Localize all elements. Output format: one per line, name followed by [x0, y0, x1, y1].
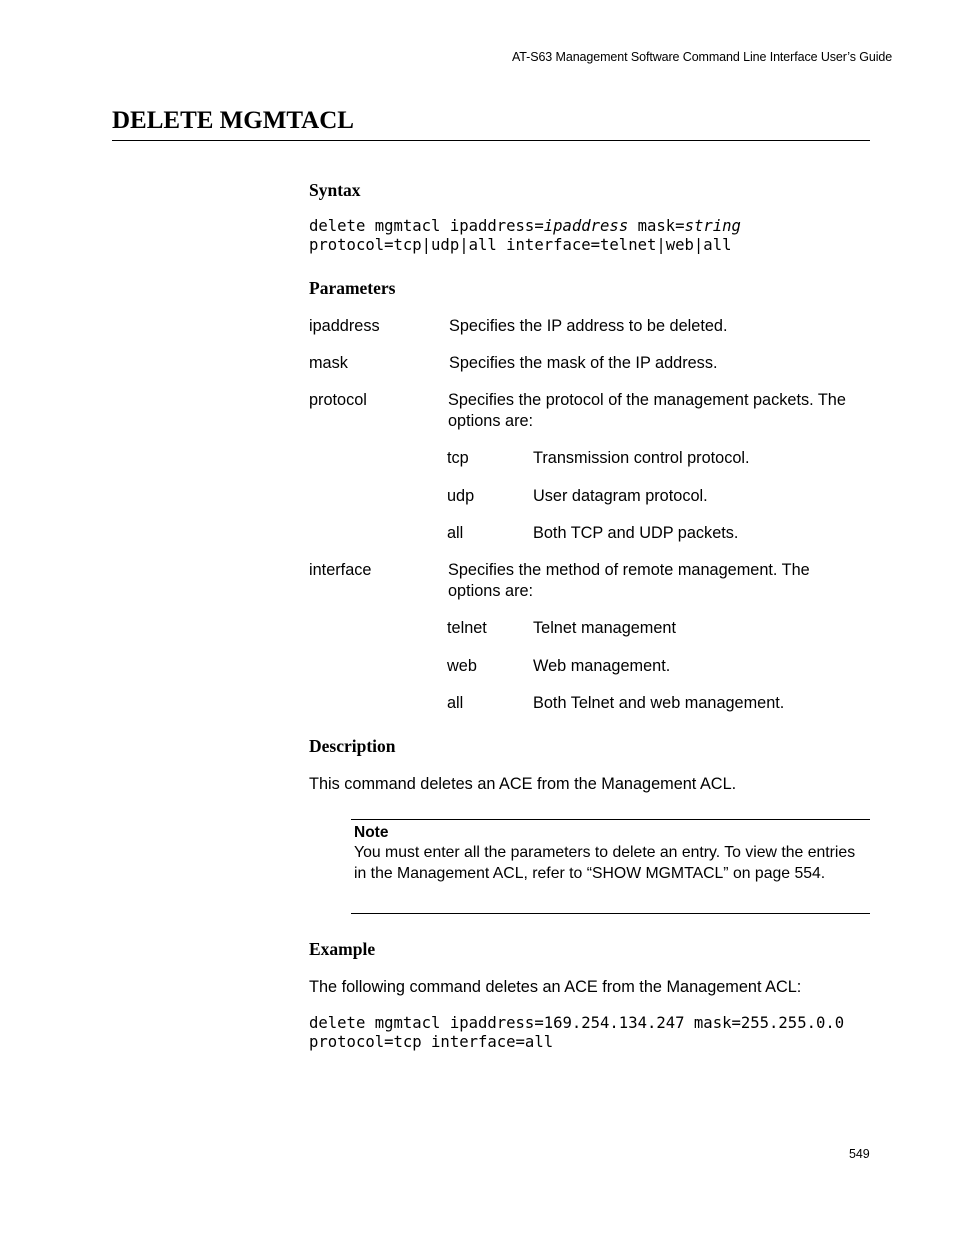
param-name-protocol: protocol: [309, 391, 367, 409]
interface-meaning-web: Web management.: [533, 657, 671, 675]
param-desc-ipaddress: Specifies the IP address to be deleted.: [449, 317, 728, 335]
note-top-rule: [351, 819, 870, 820]
description-heading: Description: [309, 736, 396, 756]
interface-meaning-telnet: Telnet management: [533, 619, 677, 637]
param-desc-protocol: Specifies the protocol of the management packets. The options are:: [448, 391, 846, 430]
param-name-interface: interface: [309, 561, 372, 579]
param-name-mask: mask: [309, 354, 348, 372]
note-bottom-rule: [351, 913, 870, 914]
protocol-option-tcp: tcp: [447, 449, 469, 467]
example-heading: Example: [309, 939, 376, 959]
protocol-meaning-tcp: Transmission control protocol.: [533, 449, 750, 467]
parameters-heading: Parameters: [309, 278, 396, 298]
example-code-line-1: delete mgmtacl ipaddress=169.254.134.247 mask=255.255.0.0: [309, 1014, 845, 1032]
syntax-line-1: delete mgmtacl ipaddress=ipaddress mask=string: [309, 217, 741, 235]
param-desc-interface: Specifies the method of remote management. The options are:: [448, 561, 810, 600]
example-code-line-2: protocol=tcp interface=all: [309, 1033, 554, 1051]
example-text: The following command deletes an ACE from the Management ACL:: [309, 978, 802, 996]
syntax-line-2: protocol=tcp|udp|all interface=telnet|web|all: [309, 236, 732, 254]
note-title: Note: [354, 824, 389, 841]
protocol-option-all: all: [447, 524, 464, 542]
protocol-option-udp: udp: [447, 487, 475, 505]
description-text: This command deletes an ACE from the Management ACL.: [309, 775, 737, 793]
param-name-ipaddress: ipaddress: [309, 317, 380, 335]
title-rule: [112, 140, 870, 141]
param-desc-mask: Specifies the mask of the IP address.: [449, 354, 718, 372]
running-header: AT-S63 Management Software Command Line Interface User’s Guide: [512, 50, 893, 64]
protocol-meaning-udp: User datagram protocol.: [533, 487, 708, 505]
page-number: 549: [849, 1147, 870, 1161]
note-text: You must enter all the parameters to delete an entry. To view the entries in the Management ACL, refer to “SHOW MGMTACL” on page 554.: [354, 844, 856, 882]
interface-option-all: all: [447, 694, 464, 712]
protocol-meaning-all: Both TCP and UDP packets.: [533, 524, 739, 542]
interface-meaning-all: Both Telnet and web management.: [533, 694, 785, 712]
interface-option-web: web: [447, 657, 477, 675]
syntax-heading: Syntax: [309, 180, 361, 200]
interface-option-telnet: telnet: [447, 619, 487, 637]
page-title: DELETE MGMTACL: [112, 107, 354, 134]
